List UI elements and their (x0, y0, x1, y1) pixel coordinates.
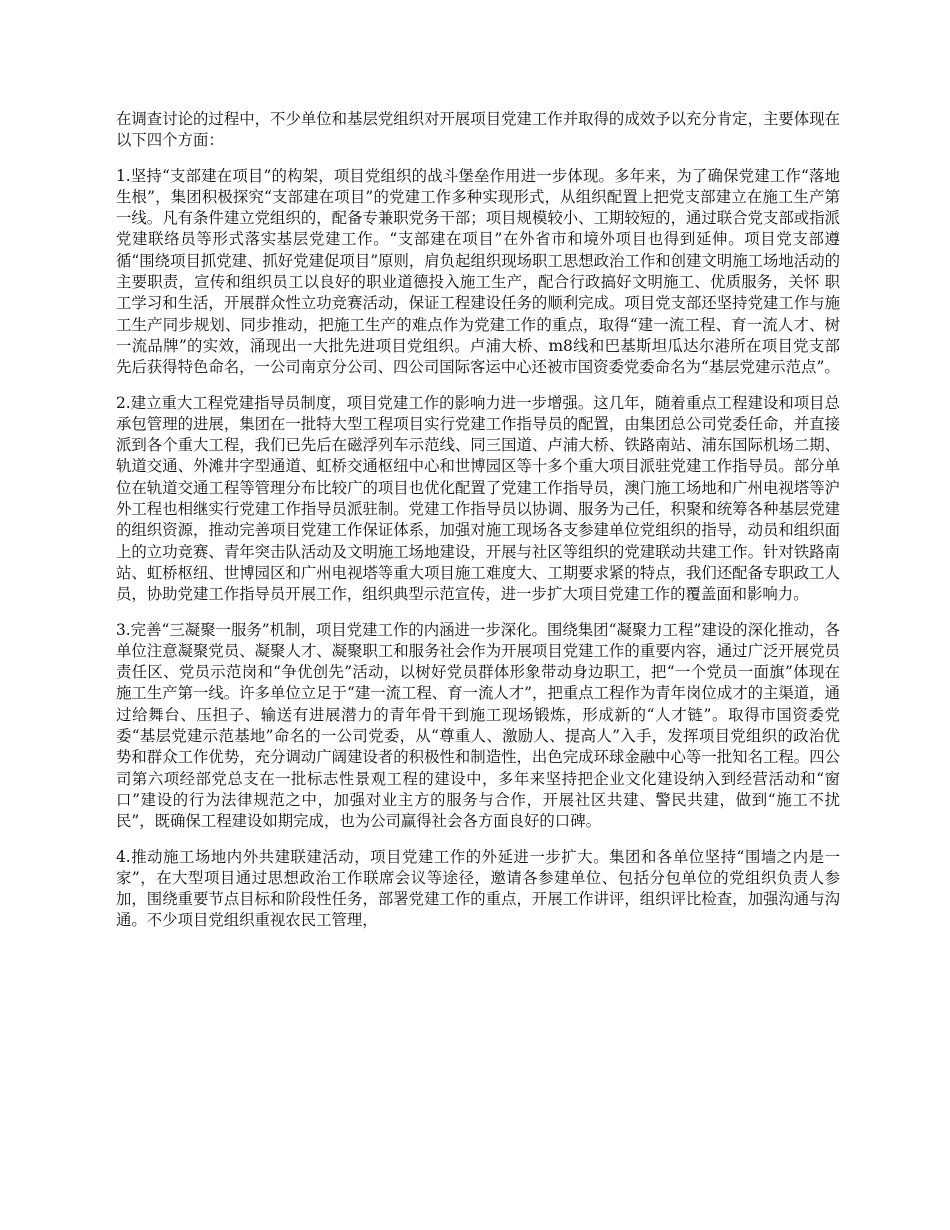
paragraph-2: 2.建立重大工程党建指导员制度，项目党建工作的影响力进一步增强。这几年，随着重点工程建设和项目总承包管理的进展，集团在一批特大型工程项目实行党建工作指导员的配置，由集团总公司党委任命，并直接派到各个重大工程，我们已先后在磁浮列车示范线、同三国道、卢浦大桥、铁路南站、浦东国际机场二期、轨道交通、外滩井字型通道、虹桥交通枢纽中心和世博园区等十多个重大项目派驻党建工作指导员。部分单位在轨道交通工程等管理分布比较广的项目也优化配置了党建工作指导员，澳门施工场地和广州电视塔等沪外工程也相继实行党建工作指导员派驻制。党建工作指导员以协调、服务为己任，积聚和统筹各种基层党建的组织资源，推动完善项目党建工作保证体系，加强对施工现场各支参建单位党组织的指导，动员和组织面上的立功竞赛、青年突击队活动及文明施工场地建设，开展与社区等组织的党建联动共建工作。针对铁路南站、虹桥枢纽、世博园区和广州电视塔等重大项目施工难度大、工期要求紧的特点，我们还配备专职政工人员，协助党建工作指导员开展工作，组织典型示范宣传，进一步扩大项目党建工作的覆盖面和影响力。 (116, 393, 840, 604)
paragraph-3: 3.完善“三凝聚一服务”机制，项目党建工作的内涵进一步深化。围绕集团“凝聚力工程”建设的深化推动，各单位注意凝聚党员、凝聚人才、凝聚职工和服务社会作为开展项目党建工作的重要内容，通过广泛开展党员责任区、党员示范岗和“争优创先”活动，以树好党员群体形象带动身边职工，把“一个党员一面旗”体现在施工生产第一线。许多单位立足于“建一流工程、育一流人才”，把重点工程作为青年岗位成才的主渠道，通过给舞台、压担子、输送有进展潜力的青年骨干到施工现场锻炼，形成新的“人才链”。取得市国资委党委“基层党建示范基地”命名的一公司党委，从“尊重人、激励人、提高人”入手，发挥项目党组织的政治优势和群众工作优势，充分调动广阔建设者的积极性和制造性，出色完成环球金融中心等一批知名工程。四公司第六项经部党总支在一批标志性景观工程的建设中，多年来坚持把企业文化建设纳入到经营活动和“窗口”建设的行为法律规范之中，加强对业主方的服务与合作，开展社区共建、警民共建，做到“施工不扰民”，既确保工程建设如期完成，也为公司赢得社会各方面良好的口碑。 (116, 620, 840, 831)
paragraph-1: 1.坚持“支部建在项目”的构架，项目党组织的战斗堡垒作用进一步体现。多年来，为了确保党建工作“落地生根”，集团积极探究“支部建在项目”的党建工作多种实现形式，从组织配置上把党支部建立在施工生产第一线。凡有条件建立党组织的，配备专兼职党务干部；项目规模较小、工期较短的，通过联合党支部或指派党建联络员等形式落实基层党建工作。“支部建在项目”在外省市和境外项目也得到延伸。项目党支部遵循“围绕项目抓党建、抓好党建促项目”原则，肩负起组织现场职工思想政治工作和创建文明施工场地活动的主要职责，宣传和组织员工以良好的职业道德投入施工生产，配合行政搞好文明施工、优质服务，关怀 职工学习和生活，开展群众性立功竞赛活动，保证工程建设任务的顺利完成。项目党支部还坚持党建工作与施工生产同步规划、同步推动，把施工生产的难点作为党建工作的重点，取得“建一流工程、育一流人才、树一流品牌”的实效，涌现出一大批先进项目党组织。卢浦大桥、m8线和巴基斯坦瓜达尔港所在项目党支部先后获得特色命名，一公司南京分公司、四公司国际客运中心还被市国资委党委命名为“基层党建示范点”。 (116, 166, 840, 377)
paragraph-4: 4.推动施工场地内外共建联建活动，项目党建工作的外延进一步扩大。集团和各单位坚持“围墙之内是一家”，在大型项目通过思想政治工作联席会议等途径，邀请各参建单位、包括分包单位的党组织负责人参加，围绕重要节点目标和阶段性任务，部署党建工作的重点，开展工作讲评，组织评比检查，加强沟通与沟通。不少项目党组织重视农民工管理， (116, 847, 840, 930)
intro-paragraph: 在调查讨论的过程中，不少单位和基层党组织对开展项目党建工作并取得的成效予以充分肯定，主要体现在以下四个方面： (116, 110, 840, 150)
document-page (116, 109, 840, 946)
